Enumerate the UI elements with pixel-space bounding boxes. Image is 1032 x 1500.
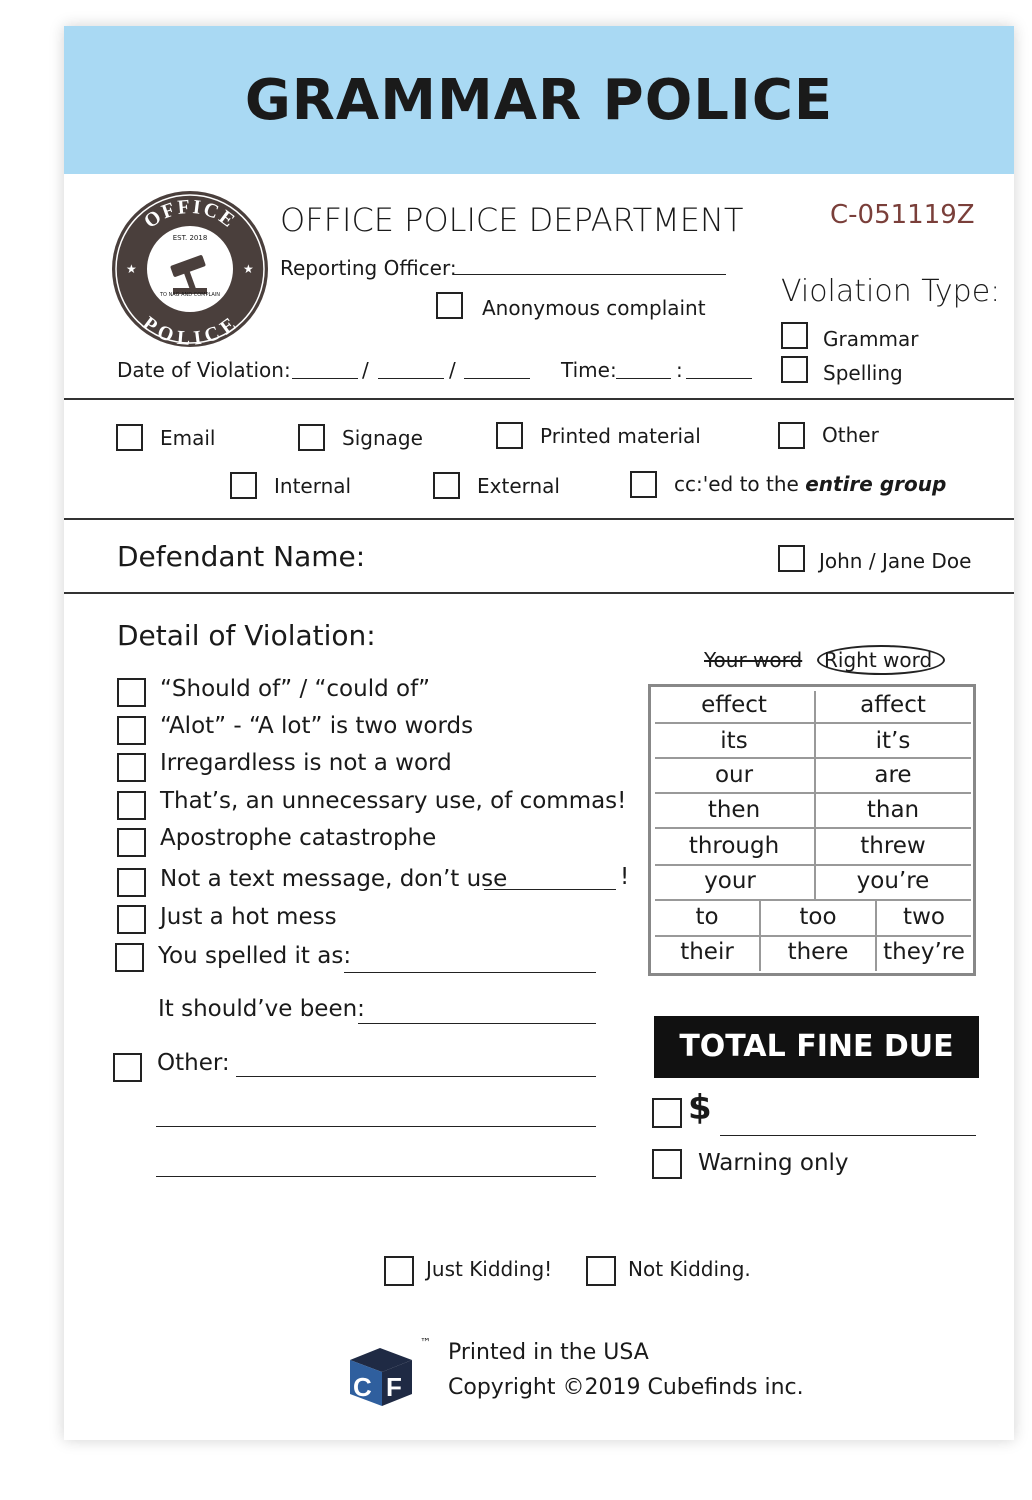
table-cell: they’re: [883, 939, 965, 965]
date-sep-2: /: [449, 358, 456, 382]
badge-center: [144, 223, 236, 315]
table-line: [655, 864, 971, 866]
table-line: [655, 935, 971, 937]
table-cell: it’s: [875, 728, 911, 754]
date-month-field[interactable]: [292, 378, 358, 379]
table-line: [655, 899, 971, 901]
badge-est: EST. 2018: [172, 234, 208, 242]
table-cell: too: [799, 904, 837, 930]
badge-motto: TO NAG AND COMPLAIN: [159, 292, 220, 298]
printed-material-checkbox[interactable]: [496, 422, 523, 449]
john-doe-checkbox[interactable]: [778, 545, 805, 572]
defendant-label: Defendant Name:: [117, 540, 366, 573]
spelling-label: Spelling: [823, 361, 903, 385]
fine-amount-field[interactable]: [720, 1135, 976, 1136]
violation-label: Not a text message, don’t use: [160, 866, 508, 892]
table-cell: your: [704, 868, 756, 894]
divider: [64, 518, 1014, 520]
table-cell: are: [874, 762, 912, 788]
violation-label: Apostrophe catastrophe: [160, 825, 437, 851]
copyright: Copyright ©2019 Cubefinds inc.: [448, 1375, 804, 1400]
external-checkbox[interactable]: [433, 472, 460, 499]
table-cell: two: [903, 904, 945, 930]
violation-checkbox[interactable]: [117, 716, 146, 745]
email-checkbox[interactable]: [116, 424, 143, 451]
violation-checkbox[interactable]: [117, 868, 146, 897]
fine-amount-checkbox[interactable]: [652, 1098, 682, 1128]
divider: [64, 398, 1014, 400]
time-sep: :: [676, 358, 683, 382]
other-violation-checkbox[interactable]: [113, 1053, 142, 1082]
cubefinds-logo-icon: [346, 1344, 416, 1408]
table-cell: affect: [860, 692, 926, 718]
should-have-been-field[interactable]: [358, 1023, 596, 1024]
other-violation-field-3[interactable]: [156, 1176, 596, 1177]
word-pairs-table: [648, 684, 976, 976]
cc-group-label: [674, 472, 946, 496]
violation-checkbox[interactable]: [117, 905, 146, 934]
violation-label: You spelled it as:: [158, 943, 352, 969]
anonymous-checkbox[interactable]: [436, 292, 463, 319]
table-cell: than: [866, 797, 920, 823]
other-violation-field[interactable]: [236, 1076, 596, 1077]
violation-checkbox[interactable]: [117, 828, 146, 857]
violation-checkbox[interactable]: [117, 678, 146, 707]
other-channel-checkbox[interactable]: [778, 422, 805, 449]
spelled-as-field[interactable]: [344, 972, 596, 973]
violation-label: “Alot” - “A lot” is two words: [160, 713, 474, 739]
citation-form: [64, 26, 1014, 1440]
printed-material-label: Printed material: [540, 424, 701, 448]
detail-label: Detail of Violation:: [117, 619, 376, 652]
trademark: ™: [420, 1336, 431, 1349]
text-message-suffix: !: [620, 864, 630, 890]
office-police-badge: [112, 191, 268, 347]
svg-text:★: ★: [126, 262, 137, 276]
divider: [64, 592, 1014, 594]
reporting-officer-field[interactable]: [454, 274, 726, 275]
table-line: [655, 827, 971, 829]
signage-label: Signage: [342, 426, 423, 450]
external-label: External: [477, 474, 560, 498]
form-title: GRAMMAR POLICE: [244, 68, 834, 133]
table-cell: then: [707, 797, 761, 823]
svg-text:F: F: [386, 1372, 402, 1402]
cc-emphasis: entire group: [805, 472, 947, 496]
grammar-checkbox[interactable]: [781, 322, 808, 349]
svg-text:POLICE: [138, 312, 241, 347]
violation-checkbox[interactable]: [115, 943, 144, 972]
email-label: Email: [160, 426, 216, 450]
spelling-checkbox[interactable]: [781, 356, 808, 383]
not-kidding-label: Not Kidding.: [628, 1257, 751, 1281]
gavel-icon: [147, 226, 233, 312]
table-cell: through: [688, 833, 780, 859]
table-cell: there: [787, 939, 849, 965]
violation-label: “Should of” / “could of”: [160, 676, 431, 702]
time-hour-field[interactable]: [616, 378, 671, 379]
table-cell: effect: [701, 692, 767, 718]
total-fine-banner: TOTAL FINE DUE: [654, 1016, 979, 1078]
internal-checkbox[interactable]: [230, 472, 257, 499]
badge-top-text: OFFICE: [140, 195, 241, 233]
just-kidding-label: Just Kidding!: [426, 1257, 553, 1281]
date-label: Date of Violation:: [117, 358, 291, 382]
violation-label: That’s, an unnecessary use, of commas!: [160, 788, 627, 814]
right-word-header: Right word: [824, 648, 933, 672]
time-label: Time:: [561, 358, 617, 382]
table-cell: our: [714, 762, 754, 788]
other-violation-label: Other:: [157, 1050, 230, 1076]
table-line: [655, 757, 971, 759]
violation-checkbox[interactable]: [117, 791, 146, 820]
table-line: [655, 722, 971, 724]
other-violation-field-2[interactable]: [156, 1126, 596, 1127]
svg-text:★: ★: [243, 262, 254, 276]
time-minute-field[interactable]: [686, 378, 752, 379]
just-kidding-checkbox[interactable]: [384, 1256, 414, 1286]
department-name: OFFICE POLICE DEPARTMENT: [280, 201, 744, 239]
printed-in: Printed in the USA: [448, 1340, 649, 1365]
date-year-field[interactable]: [464, 378, 530, 379]
signage-checkbox[interactable]: [298, 424, 325, 451]
violation-checkbox[interactable]: [117, 753, 146, 782]
grammar-label: Grammar: [823, 327, 919, 351]
badge-bottom-text: POLICE: [138, 312, 242, 347]
other-channel-label: Other: [822, 423, 879, 447]
reporting-officer-label: Reporting Officer:: [280, 256, 457, 280]
date-sep-1: /: [362, 358, 369, 382]
cc-prefix: cc:'ed to the: [674, 472, 806, 496]
svg-text:C: C: [353, 1372, 372, 1402]
violation-label: Just a hot mess: [160, 904, 337, 930]
john-doe-label: John / Jane Doe: [819, 549, 972, 573]
warning-only-checkbox[interactable]: [652, 1149, 682, 1179]
table-cell: its: [720, 728, 748, 754]
case-number: C-051119Z: [830, 200, 975, 230]
not-kidding-checkbox[interactable]: [586, 1256, 616, 1286]
your-word-header: Your word: [704, 648, 803, 672]
internal-label: Internal: [274, 474, 352, 498]
violation-label: Irregardless is not a word: [160, 750, 452, 776]
should-have-been-label: It should’ve been:: [158, 996, 365, 1022]
table-cell: threw: [860, 833, 926, 859]
text-message-field[interactable]: [484, 889, 616, 890]
warning-only-label: Warning only: [698, 1150, 849, 1176]
anonymous-label: Anonymous complaint: [482, 296, 706, 320]
table-line: [655, 792, 971, 794]
date-day-field[interactable]: [378, 378, 444, 379]
violation-type-label: Violation Type:: [781, 274, 1001, 309]
cc-group-checkbox[interactable]: [630, 471, 657, 498]
table-cell: their: [680, 939, 734, 965]
dollar-sign: $: [688, 1088, 712, 1128]
table-cell: you’re: [856, 868, 930, 894]
table-cell: to: [695, 904, 719, 930]
